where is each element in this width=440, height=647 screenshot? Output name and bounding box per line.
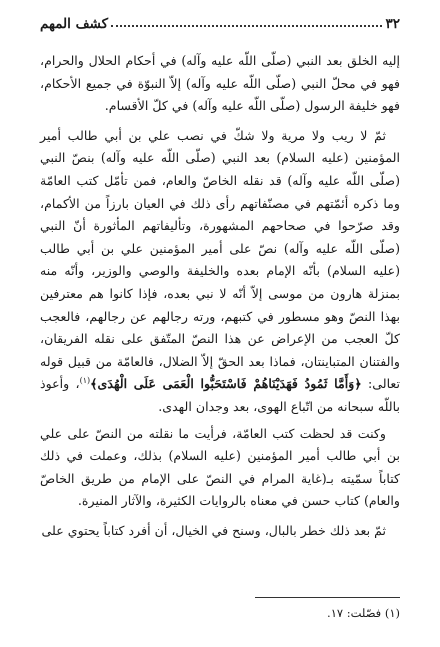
book-title: كشف المهم [40,16,109,32]
paragraph-3: وكنت قد لحظت كتب العامّة، فرأيت ما نقلته من النصّ على علي بن أبي طالب أمير المؤمنين (عليه السلام) بذلك، وعملت في ذلك كتاباً سمّيته بـ(غاية المرام في النصّ على الإمام من طريق الخاصّ والعام) كتاب حسن في معناه بالروايات الكثيرة، والآثار المنيرة. [40,425,400,509]
main-text [40,50,400,549]
quran-verse: ﴿وَأَمَّا ثَمُودُ فَهَدَيْنَاهُمْ فَاسْتَحَبُّوا الْعَمَى عَلَى الْهُدَى﴾ [90,376,362,392]
footnote-separator [255,597,400,598]
paragraph-2-text: ثمّ لا ريب ولا مرية ولا شكّ في نصب علي بن أبي طالب أمير المؤمنين (عليه السلام) بعد النبي (صلّى اللّه عليه وآله) بنصّ النبي (صلّى اللّه عليه وآله) قد نقله الخاصّ والعام، فمن تأمّل كتب العامّة وما ذكره أئمّتهم في مصنّفاتهم رأى ذلك في العيان بارزاً من الأكمام، وقد صرّحوا في صحاحهم المشهورة، وتأليفاتهم المأثورة أنّ النبي (صلّى اللّه عليه وآله) نصّ على أمير المؤمنين علي بن أبي طالب (عليه السلام) بأنّه الإمام بعده والخليفة والوصي والوزير، وأنّه منه بمنزلة هارون من موسى إلاّ أنّه لا نبي بعده، فإذا كانوا هم معترفين بهذا النصّ وهو مسطور في كتبهم، ورته رجالهم عن رجالهم، فالعجب كلّ العجب من الإعراض عن هذا النصّ المتّفق على نقله الفريقان، والفتنان المتباينتان، فماذا بعد الحقّ إلاّ الضلال، فالعامّة من قبيل قوله تعالى: [40,127,400,392]
paragraph-2-end: ، وأعوذ باللّه سبحانه من اتّباع الهوى، بعد وجدان الهدى. [40,376,400,414]
paragraph-1: إليه الخلق بعد النبي (صلّى اللّه عليه وآله) في أحكام الحلال والحرام، فهو في محلّ النبي (صلّى اللّه عليه وآله) إلاّ النبوّة في جميع الأحكام، فهو خليفة الرسول (صلّى اللّه عليه وآله) في كلّ الأقسام. [40,53,400,114]
footnote: (١) فصّلت: ١٧. [327,606,400,620]
page-number: ٣٢ [385,16,400,32]
header-dotted-leader [111,25,382,27]
paragraph-2 [40,125,400,419]
footnote-marker: (١) [79,376,91,386]
paragraph-4: ثمّ بعد ذلك خطر بالبال، وسنح في الخيال، أن أفرد كتاباً يحتوي على [41,522,386,538]
running-header [40,12,400,32]
